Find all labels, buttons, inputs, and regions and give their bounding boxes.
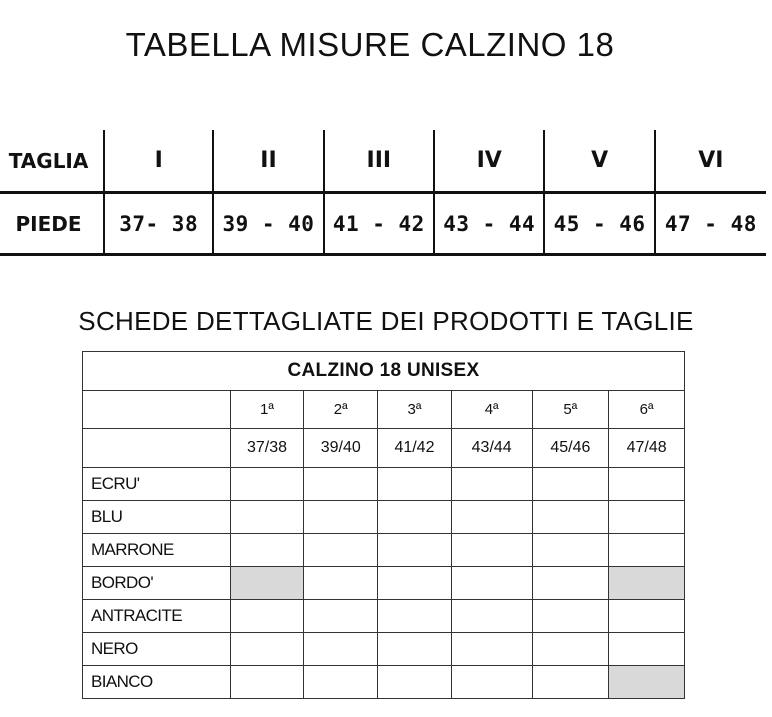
foot-cell-6: 47 - 48: [655, 193, 766, 255]
availability-cell: [609, 468, 685, 501]
foot-cell-1: 37- 38: [104, 193, 213, 255]
product-detail-table: [82, 351, 685, 699]
foot-row: [0, 193, 766, 255]
ordinal-cell-1: 1ª: [230, 391, 304, 429]
foot-row-label: PIEDE: [0, 193, 104, 255]
detail-size-cell-6: 47/48: [609, 429, 685, 468]
color-label: MARRONE: [83, 534, 231, 567]
foot-cell-5: 45 - 46: [544, 193, 654, 255]
availability-cell: [451, 600, 532, 633]
availability-cell: [532, 600, 609, 633]
blank-cell: [83, 391, 231, 429]
availability-cell: [378, 600, 452, 633]
ordinal-cell-4: 4ª: [451, 391, 532, 429]
availability-cell: [451, 633, 532, 666]
color-row-bianco: [83, 666, 685, 699]
color-row-nero: [83, 633, 685, 666]
unavailable-cell: [230, 567, 304, 600]
color-row-blu: [83, 501, 685, 534]
detail-size-row: [83, 429, 685, 468]
size-chart-table: [0, 130, 766, 256]
availability-cell: [532, 501, 609, 534]
availability-cell: [378, 501, 452, 534]
size-row-label: TAGLIA: [0, 130, 104, 193]
foot-cell-3: 41 - 42: [324, 193, 434, 255]
size-cell-2: II: [213, 130, 323, 193]
color-label: BORDO': [83, 567, 231, 600]
availability-cell: [230, 534, 304, 567]
availability-cell: [230, 666, 304, 699]
availability-cell: [304, 534, 378, 567]
detail-size-cell-3: 41/42: [378, 429, 452, 468]
detail-size-cell-5: 45/46: [532, 429, 609, 468]
availability-cell: [532, 567, 609, 600]
availability-cell: [230, 633, 304, 666]
availability-cell: [378, 633, 452, 666]
color-row-antracite: [83, 600, 685, 633]
size-cell-4: IV: [434, 130, 544, 193]
availability-cell: [378, 534, 452, 567]
detail-size-cell-4: 43/44: [451, 429, 532, 468]
availability-cell: [304, 501, 378, 534]
page-title: TABELLA MISURE CALZINO 18: [125, 26, 615, 63]
color-row-ecru: [83, 468, 685, 501]
detail-size-cell-1: 37/38: [230, 429, 304, 468]
availability-cell: [609, 633, 685, 666]
detail-size-cell-2: 39/40: [304, 429, 378, 468]
ordinal-row: [83, 391, 685, 429]
unavailable-cell: [609, 567, 685, 600]
size-cell-1: I: [104, 130, 213, 193]
section-subtitle: SCHEDE DETTAGLIATE DEI PRODOTTI E TAGLIE: [78, 306, 694, 336]
availability-cell: [451, 468, 532, 501]
availability-cell: [304, 567, 378, 600]
availability-cell: [378, 468, 452, 501]
availability-cell: [532, 534, 609, 567]
foot-cell-2: 39 - 40: [213, 193, 323, 255]
color-label: BLU: [83, 501, 231, 534]
detail-header-row: [83, 352, 685, 391]
color-row-marrone: [83, 534, 685, 567]
foot-cell-4: 43 - 44: [434, 193, 544, 255]
availability-cell: [532, 633, 609, 666]
availability-cell: [378, 666, 452, 699]
availability-cell: [451, 501, 532, 534]
availability-cell: [304, 468, 378, 501]
availability-cell: [230, 600, 304, 633]
availability-cell: [451, 534, 532, 567]
availability-cell: [304, 633, 378, 666]
availability-cell: [304, 666, 378, 699]
size-cell-5: V: [544, 130, 654, 193]
availability-cell: [451, 666, 532, 699]
color-label: NERO: [83, 633, 231, 666]
color-row-bordo: [83, 567, 685, 600]
availability-cell: [532, 666, 609, 699]
availability-cell: [532, 468, 609, 501]
detail-header: CALZINO 18 UNISEX: [83, 352, 685, 391]
availability-cell: [609, 534, 685, 567]
availability-cell: [451, 567, 532, 600]
blank-cell: [83, 429, 231, 468]
unavailable-cell: [609, 666, 685, 699]
availability-cell: [378, 567, 452, 600]
availability-cell: [304, 600, 378, 633]
ordinal-cell-6: 6ª: [609, 391, 685, 429]
availability-cell: [230, 468, 304, 501]
ordinal-cell-3: 3ª: [378, 391, 452, 429]
availability-cell: [609, 501, 685, 534]
availability-cell: [230, 501, 304, 534]
availability-cell: [609, 600, 685, 633]
color-label: BIANCO: [83, 666, 231, 699]
size-cell-6: VI: [655, 130, 766, 193]
size-row: [0, 130, 766, 193]
color-label: ECRU': [83, 468, 231, 501]
color-label: ANTRACITE: [83, 600, 231, 633]
size-cell-3: III: [324, 130, 434, 193]
ordinal-cell-5: 5ª: [532, 391, 609, 429]
ordinal-cell-2: 2ª: [304, 391, 378, 429]
